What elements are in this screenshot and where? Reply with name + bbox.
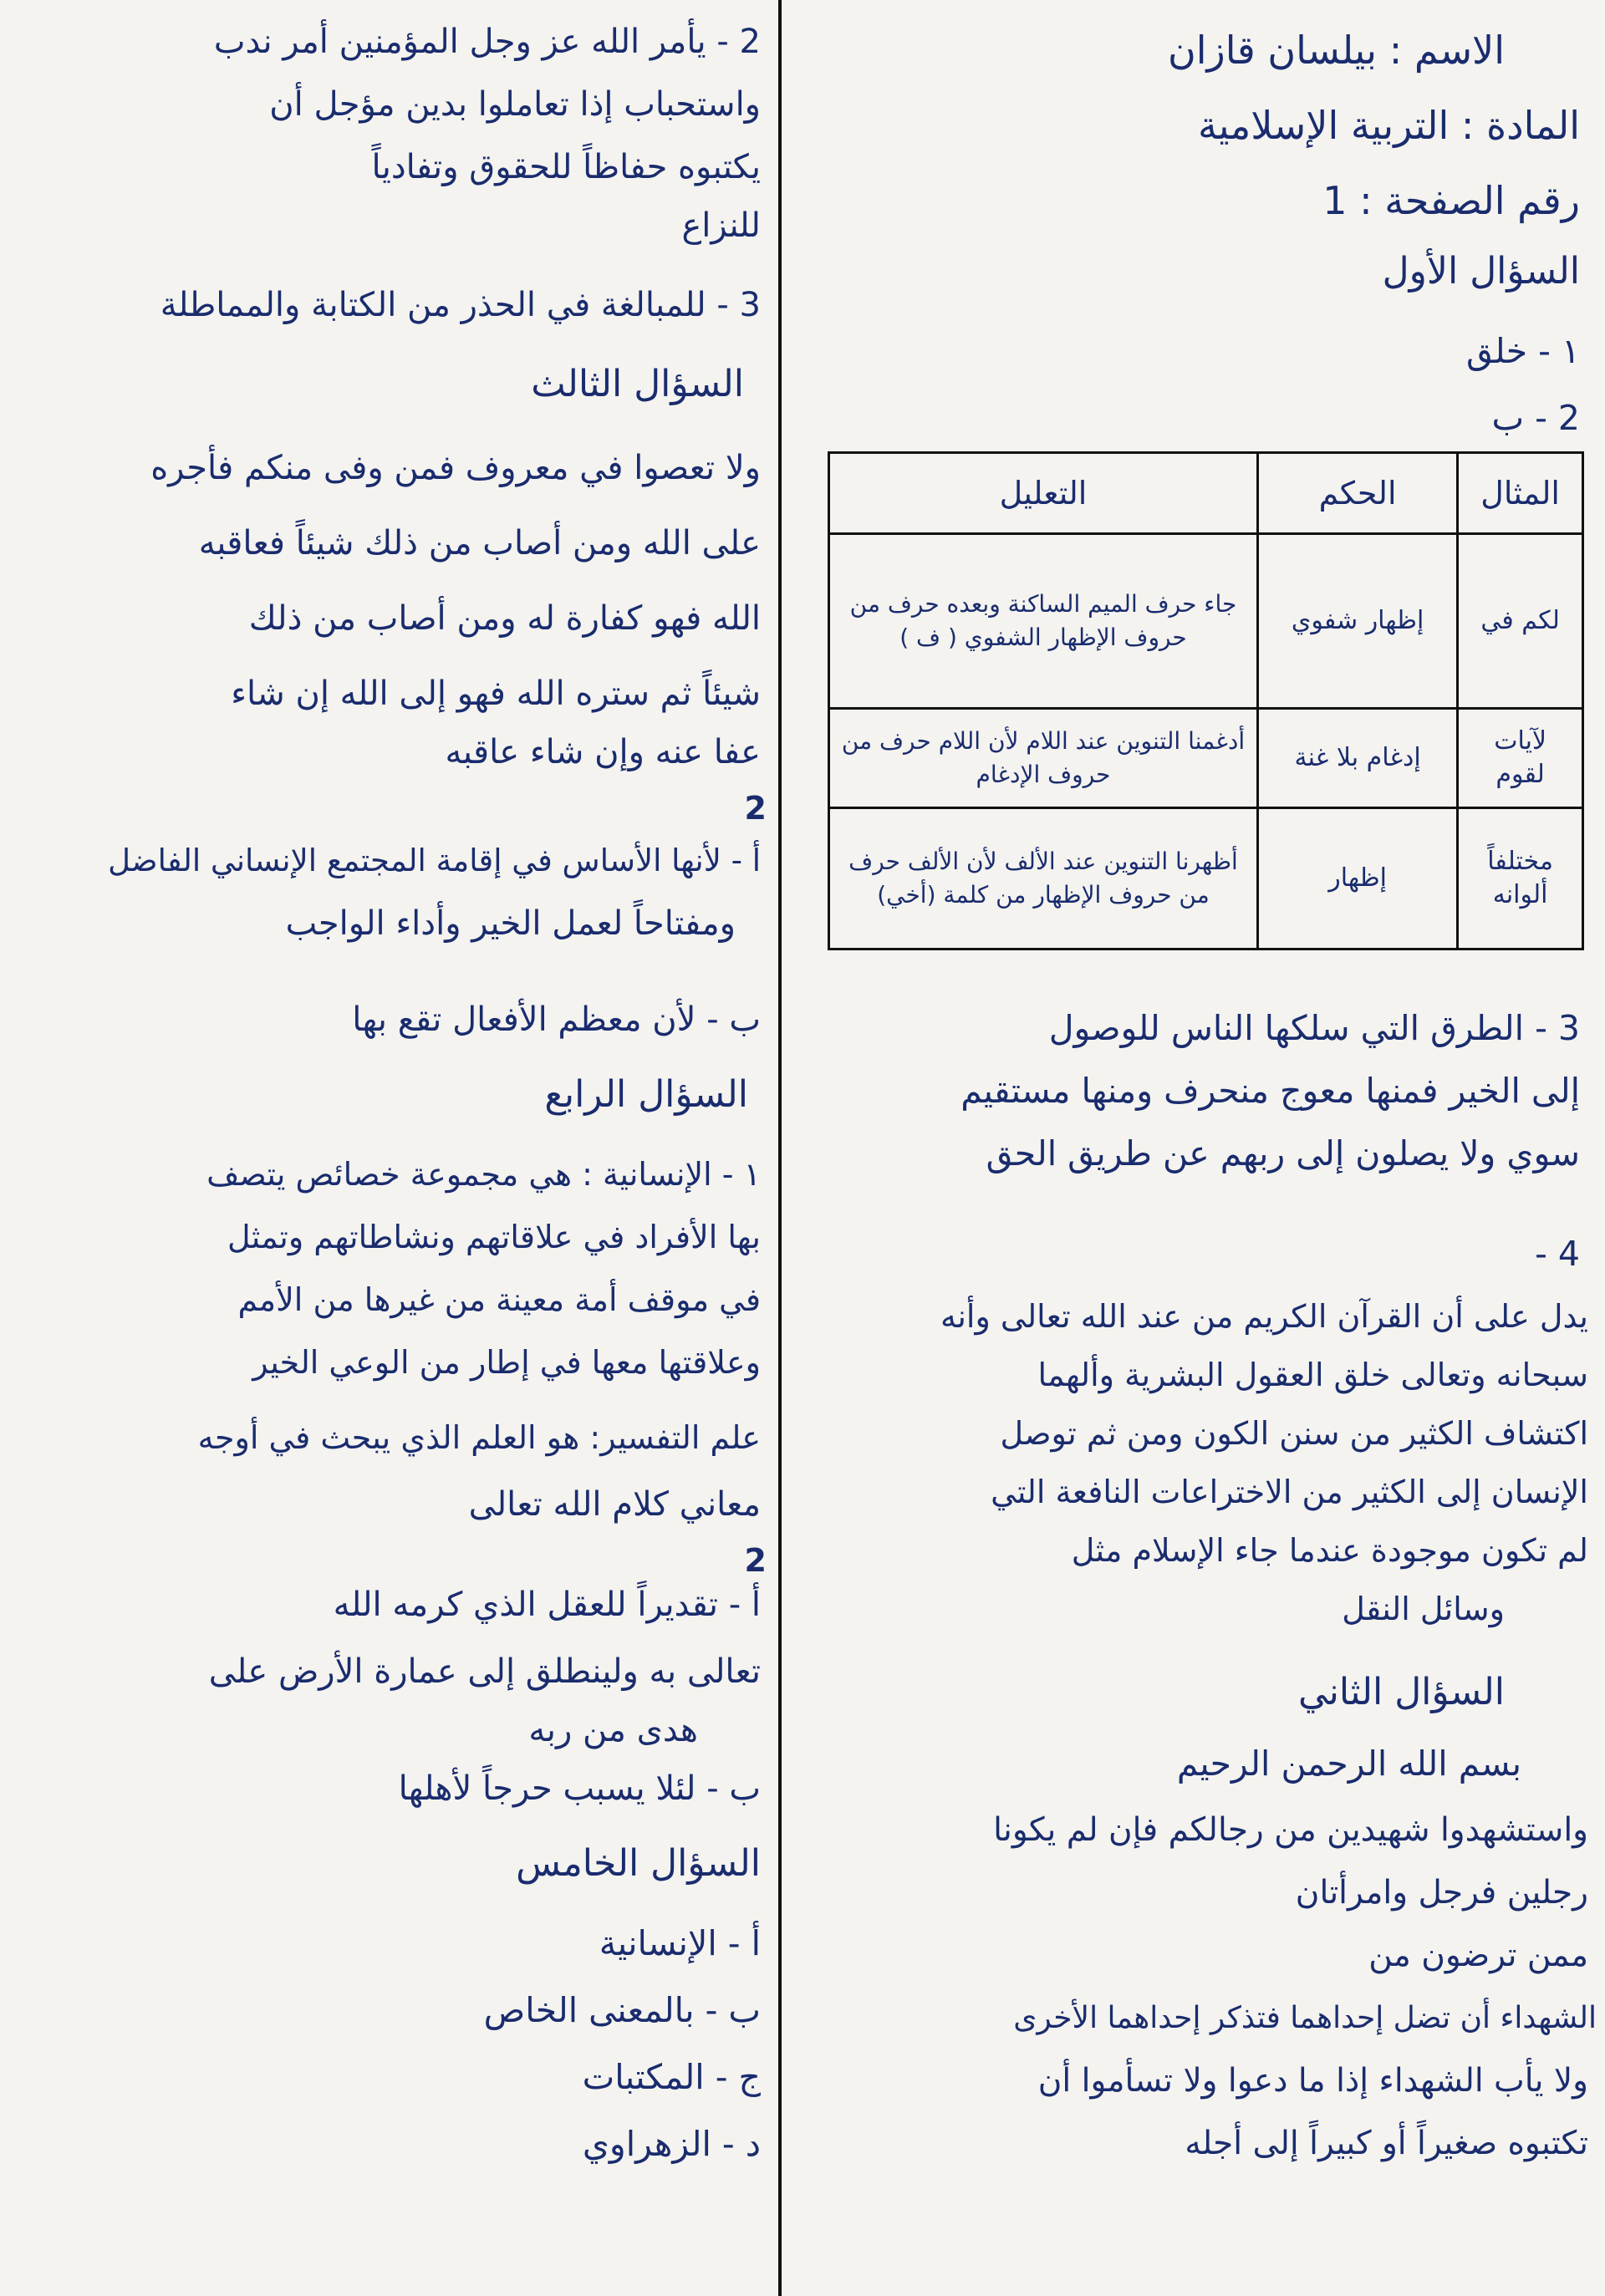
q1-item4-number: 4 - xyxy=(1535,1234,1580,1274)
q4-answer-a-line1: أ - تقديراً للعقل الذي كرمه الله xyxy=(333,1586,761,1624)
page-number: رقم الصفحة : 1 xyxy=(1322,178,1580,223)
left-column xyxy=(0,0,773,2296)
q2-item3: 3 - للمبالغة في الحذر من الكتابة والمماطلة xyxy=(160,286,761,324)
table-row xyxy=(829,534,1583,709)
q4-def1-line4: وعلاقتها معها في إطار من الوعي الخير xyxy=(252,1344,761,1381)
q4-def2-line2: معاني كلام الله تعالى xyxy=(468,1485,761,1524)
q5-title: السؤال الخامس xyxy=(516,1842,761,1885)
table-header-reason: التعليل xyxy=(829,453,1258,534)
q2-verse-line2: رجلين فرجل وامرأتان xyxy=(1295,1874,1588,1912)
q1-item3-line2: إلى الخير فمنها معوج منحرف ومنها مستقيم xyxy=(960,1071,1580,1111)
q1-item4-line6: وسائل النقل xyxy=(1342,1591,1505,1627)
q1-item1: ١ - خلق xyxy=(1465,331,1580,371)
q5-item-d: د - الزهراوي xyxy=(582,2124,761,2164)
q4-def2-line1: علم التفسير: هو العلم الذي يبحث في أوجه xyxy=(197,1419,761,1456)
q2-title: السؤال الثاني xyxy=(1297,1671,1505,1713)
table-cell-example: مختلفاً ألوانه xyxy=(1458,808,1583,949)
q4-part2-number: 2 xyxy=(744,1542,767,1579)
q2-verse-line6: تكتبوه صغيراً أو كبيراً إلى أجله xyxy=(1185,2125,1588,2162)
student-name: الاسم : بيلسان قازان xyxy=(1167,28,1505,73)
q4-def1-line3: في موقف أمة معينة من غيرها من الأمم xyxy=(237,1281,761,1318)
q4-answer-a-line2: تعالى به ولينطلق إلى عمارة الأرض على xyxy=(208,1652,761,1691)
q1-item2: 2 - ب xyxy=(1491,398,1580,438)
q5-item-c: ج - المكتبات xyxy=(582,2057,761,2097)
q2-verse-line4: الشهداء أن تضل إحداهما فتذكر إحداهما الأخرى xyxy=(1013,2001,1597,2035)
subject-name: المادة : التربية الإسلامية xyxy=(1198,103,1580,148)
q4-def1-line1: ١ - الإنسانية : هي مجموعة خصائص يتصف xyxy=(206,1156,761,1193)
table-row xyxy=(829,709,1583,808)
q3-hadith-line3: الله فهو كفارة له ومن أصاب من ذلك xyxy=(248,599,761,638)
q4-title: السؤال الرابع xyxy=(544,1073,748,1116)
q2-basmala: بسم الله الرحمن الرحيم xyxy=(1176,1744,1521,1784)
q3-answer-a-line2: ومفتاحاً لعمل الخير وأداء الواجب xyxy=(285,904,736,943)
q1-item4-line2: سبحانه وتعالى خلق العقول البشرية وألهما xyxy=(1037,1357,1588,1393)
table-cell-example: لكم في xyxy=(1458,534,1583,709)
table-cell-rule: إظهار شفوي xyxy=(1257,534,1457,709)
q1-item4-line4: الإنسان إلى الكثير من الاختراعات النافعة التي xyxy=(991,1474,1588,1510)
q2-verse-line5: ولا يأب الشهداء إذا ما دعوا ولا تسأموا أن xyxy=(1037,2062,1588,2100)
table-cell-reason: أدغمنا التنوين عند اللام لأن اللام حرف من حروف الإدغام xyxy=(829,709,1258,808)
q3-hadith-line1: ولا تعصوا في معروف فمن وفى منكم فأجره xyxy=(150,449,761,487)
q2-item2-line4: للنزاع xyxy=(681,206,761,245)
table-header-example: المثال xyxy=(1458,453,1583,534)
q5-item-a: أ - الإنسانية xyxy=(599,1923,761,1963)
q1-item4-line5: لم تكون موجودة عندما جاء الإسلام مثل xyxy=(1071,1532,1588,1569)
table-cell-reason: أظهرنا التنوين عند الألف لأن الألف حرف من حروف الإظهار من كلمة (أخي) xyxy=(829,808,1258,949)
right-column xyxy=(790,0,1605,2296)
q3-part2-number: 2 xyxy=(744,790,767,827)
table-row xyxy=(829,808,1583,949)
q1-item3-line3: سوي ولا يصلون إلى ربهم عن طريق الحق xyxy=(986,1133,1580,1173)
q2-item2-line2: واستحباب إذا تعاملوا بدين مؤجل أن xyxy=(269,85,761,124)
table-header-row xyxy=(829,453,1583,534)
tajweed-table xyxy=(828,451,1584,950)
table-header-rule: الحكم xyxy=(1257,453,1457,534)
q5-item-b: ب - بالمعنى الخاص xyxy=(483,1990,761,2030)
q1-title: السؤال الأول xyxy=(1382,250,1580,293)
q4-answer-a-line3: هدى من ربه xyxy=(528,1711,698,1749)
q2-verse-line3: ممن ترضون من xyxy=(1368,1937,1588,1974)
q3-hadith-line2: على الله ومن أصاب من ذلك شيئاً فعاقبه xyxy=(198,524,761,563)
q3-hadith-line4: شيئاً ثم ستره الله فهو إلى الله إن شاء xyxy=(231,675,761,713)
q1-item4-line1: يدل على أن القرآن الكريم من عند الله تعالى وأنه xyxy=(940,1298,1588,1335)
q2-item2-line3: يكتبوه حفاظاً للحقوق وتفادياً xyxy=(371,148,761,186)
table-cell-rule: إدغام بلا غنة xyxy=(1257,709,1457,808)
column-divider xyxy=(778,0,782,2296)
q4-answer-b: ب - لئلا يسبب حرجاً لأهلها xyxy=(398,1769,761,1808)
q1-item4-line3: اكتشاف الكثير من سنن الكون ومن ثم توصل xyxy=(1000,1415,1588,1452)
table-cell-example: لآيات لقوم xyxy=(1458,709,1583,808)
q3-answer-a-line1: أ - لأنها الأساس في إقامة المجتمع الإنساني الفاضل xyxy=(108,843,761,878)
q3-hadith-line5: عفا عنه وإن شاء عاقبه xyxy=(445,733,761,771)
q3-answer-b: ب - لأن معظم الأفعال تقع بها xyxy=(352,1000,761,1039)
table-cell-rule: إظهار xyxy=(1257,808,1457,949)
q3-title: السؤال الثالث xyxy=(531,363,744,405)
q2-verse-line1: واستشهدوا شهيدين من رجالكم فإن لم يكونا xyxy=(993,1811,1588,1849)
q2-item2-line1: 2 - يأمر الله عز وجل المؤمنين أمر ندب xyxy=(213,23,761,61)
table-cell-reason: جاء حرف الميم الساكنة وبعده حرف من حروف الإظهار الشفوي ( ف ) xyxy=(829,534,1258,709)
q4-def1-line2: بها الأفراد في علاقاتهم ونشاطاتهم وتمثل xyxy=(227,1219,761,1255)
q1-item3-line1: 3 - الطرق التي سلكها الناس للوصول xyxy=(1048,1008,1580,1048)
